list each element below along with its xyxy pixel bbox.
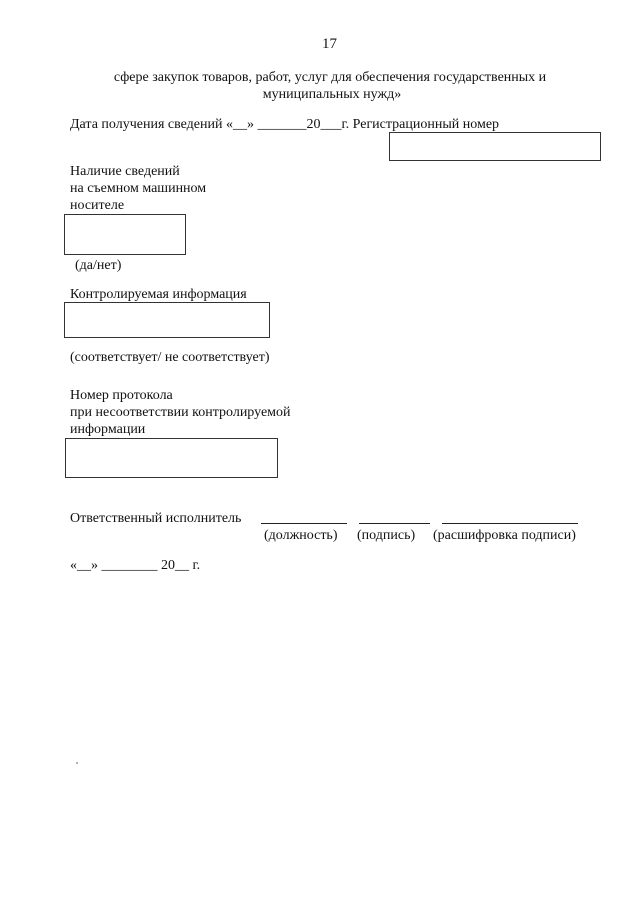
protocol-label-line-1: Номер протокола	[70, 388, 173, 403]
controlled-label: Контролируемая информация	[70, 287, 247, 302]
signing-date-text: «__» ________ 20__ г.	[70, 558, 201, 573]
media-label-line-1: Наличие сведений	[70, 164, 180, 179]
scan-speck	[76, 762, 78, 764]
header-line-2: муниципальных нужд»	[262, 87, 402, 102]
decoding-caption: (расшифровка подписи)	[433, 528, 576, 543]
protocol-label-line-3: информации	[70, 422, 146, 437]
page-number: 17	[322, 36, 337, 52]
controlled-field[interactable]	[64, 302, 270, 338]
receipt-date-text: Дата получения сведений «__» _______20___г. Регистрационный номер	[70, 117, 500, 132]
position-line[interactable]	[261, 523, 347, 524]
signature-line[interactable]	[359, 523, 430, 524]
header-line-1: сфере закупок товаров, работ, услуг для обеспечения государственных и	[113, 70, 547, 85]
protocol-label-line-2: при несоответствии контролируемой	[70, 405, 291, 420]
media-label-line-2: на съемном машинном	[70, 181, 207, 196]
signature-caption: (подпись)	[357, 528, 416, 543]
controlled-hint: (соответствует/ не соответствует)	[70, 350, 270, 365]
responsible-label: Ответственный исполнитель	[70, 511, 242, 526]
protocol-field[interactable]	[65, 438, 278, 478]
registration-number-field[interactable]	[389, 132, 601, 161]
media-label-line-3: носителе	[70, 198, 125, 213]
position-caption: (должность)	[264, 528, 338, 543]
media-field[interactable]	[64, 214, 186, 255]
decoding-line[interactable]	[442, 523, 578, 524]
media-hint: (да/нет)	[75, 258, 122, 273]
